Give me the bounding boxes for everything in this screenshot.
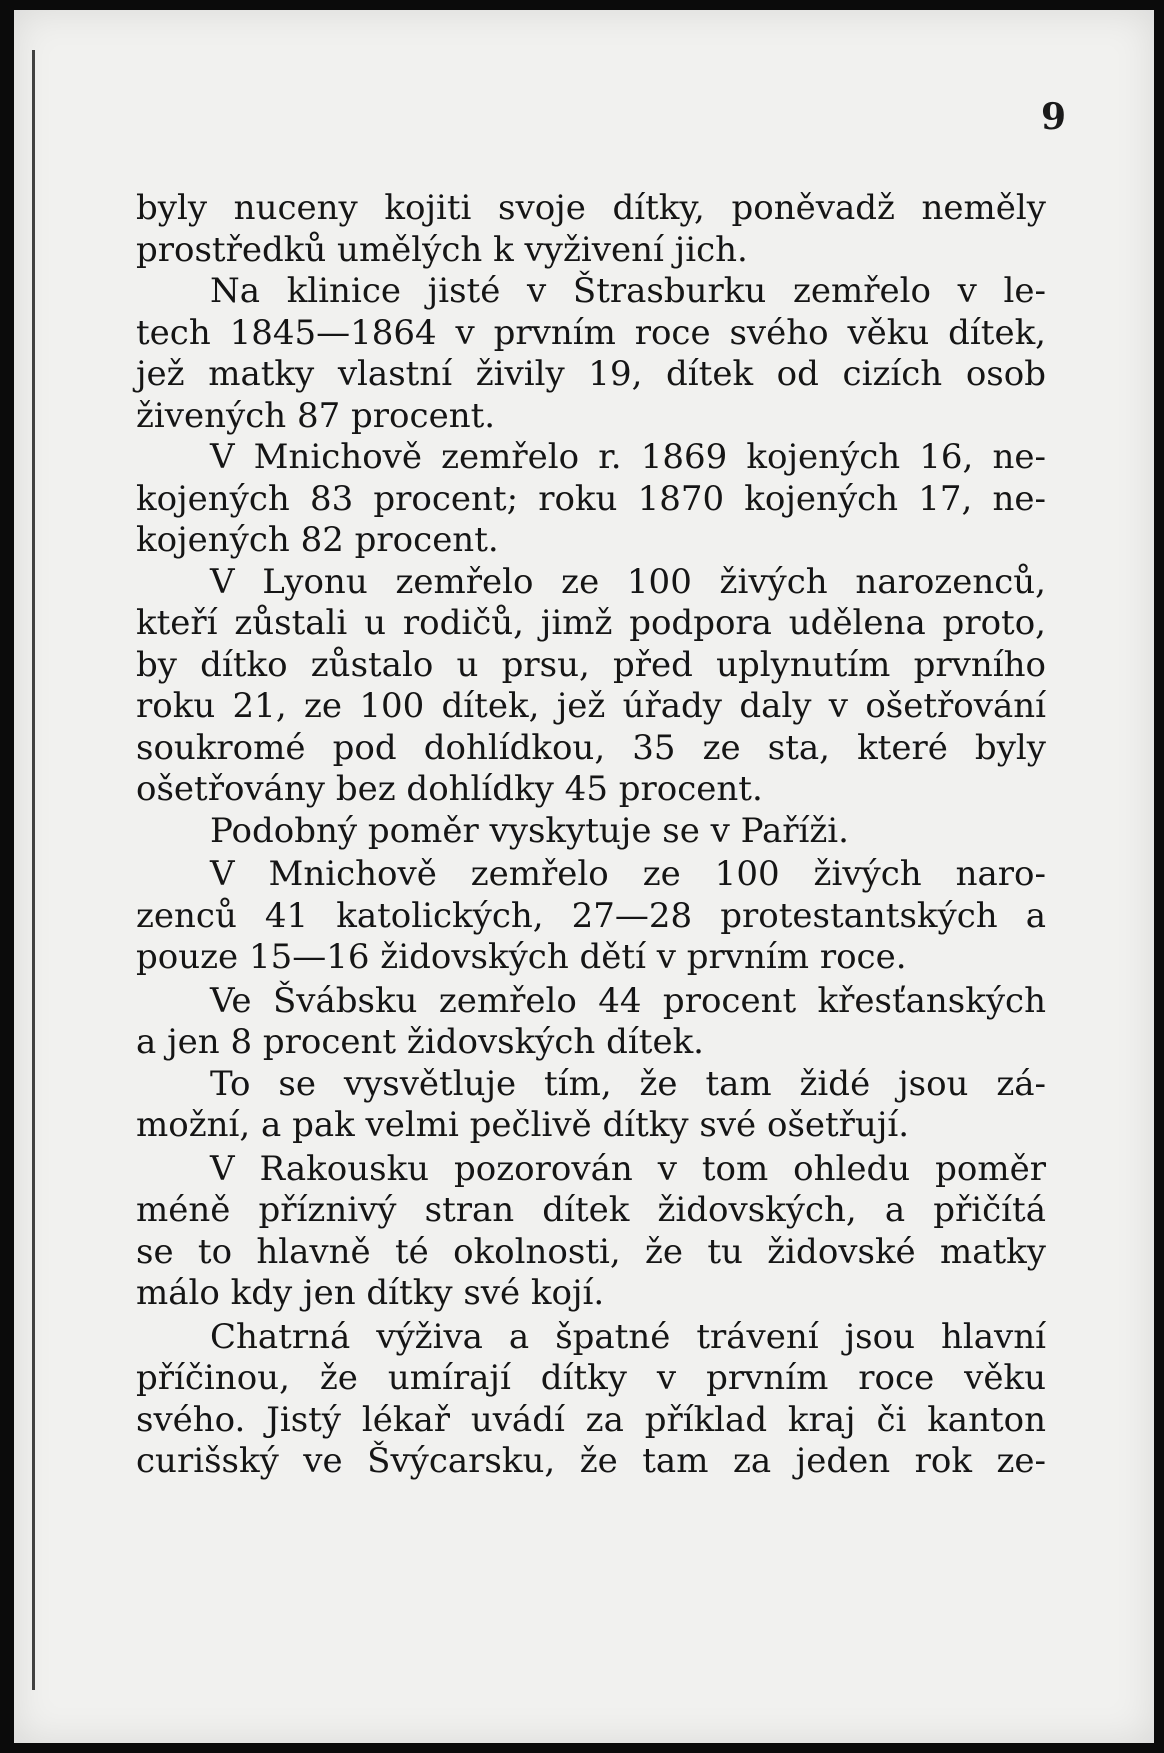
text-line: kojených 82 procent. (136, 520, 499, 560)
text-line: kojených 83 procent; roku 1870 kojených 17, ne- (136, 478, 1046, 519)
text-line: možní, a pak velmi pečlivě dítky své ošetřují. (136, 1105, 910, 1145)
text-line: méně příznivý stran dítek židovských, a přičítá (136, 1190, 1046, 1230)
text-line: ošetřovány bez dohlídky 45 procent. (136, 769, 763, 809)
text-line: Chatrná výživa a špatné trávení jsou hlavní (210, 1316, 1046, 1357)
text-line: kteří zůstali u rodičů, jimž podpora udělena proto, (136, 603, 1046, 643)
text-line: pouze 15—16 židovských dětí v prvním roce. (136, 937, 907, 977)
text-line: se to hlavně té okolnosti, že tu židovské matky (136, 1231, 1046, 1272)
body-text (136, 188, 1046, 1483)
binding-edge (32, 50, 35, 1690)
text-line: byly nuceny kojiti svoje dítky, poněvadž neměly (136, 188, 1046, 228)
text-line: To se vysvětluje tím, že tam židé jsou zá- (210, 1063, 1046, 1104)
page-number: 9 (1040, 96, 1066, 138)
text-line: Na klinice jisté v Štrasburku zemřelo v le- (210, 271, 1046, 311)
text-line: živených 87 procent. (136, 395, 496, 436)
text-line: V Mnichově zemřelo ze 100 živých naro- (210, 854, 1046, 894)
text-line: soukromé pod dohlídkou, 35 ze sta, které byly (136, 727, 1046, 768)
text-line: prostředků umělých k vyživení jich. (136, 229, 748, 270)
text-line: svého. Jistý lékař uvádí za příklad kraj či kanton (136, 1399, 1046, 1440)
text-line: curišský ve Švýcarsku, že tam za jeden rok ze- (136, 1441, 1046, 1481)
text-line: V Rakousku pozorován v tom ohledu poměr (210, 1148, 1046, 1189)
text-line: by dítko zůstalo u prsu, před uplynutím prvního (136, 644, 1046, 685)
text-line: Podobný poměr vyskytuje se v Paříži. (210, 810, 849, 851)
text-line: V Mnichově zemřelo r. 1869 kojených 16, ne- (210, 437, 1046, 477)
text-line: a jen 8 procent židovských dítek. (136, 1022, 704, 1062)
text-line: málo kdy jen dítky své kojí. (136, 1273, 605, 1313)
text-line: roku 21, ze 100 dítek, jež úřady daly v ošetřování (136, 686, 1046, 726)
text-line: V Lyonu zemřelo ze 100 živých narozenců, (210, 561, 1046, 602)
text-line: Ve Švábsku zemřelo 44 procent křesťanských (210, 980, 1046, 1021)
text-line: jež matky vlastní živily 19, dítek od cizích osob (136, 354, 1046, 394)
text-line: zenců 41 katolických, 27—28 protestantských a (136, 895, 1046, 936)
text-line: tech 1845—1864 v prvním roce svého věku dítek, (136, 312, 1046, 353)
text-line: příčinou, že umírají dítky v prvním roce věku (136, 1358, 1046, 1398)
